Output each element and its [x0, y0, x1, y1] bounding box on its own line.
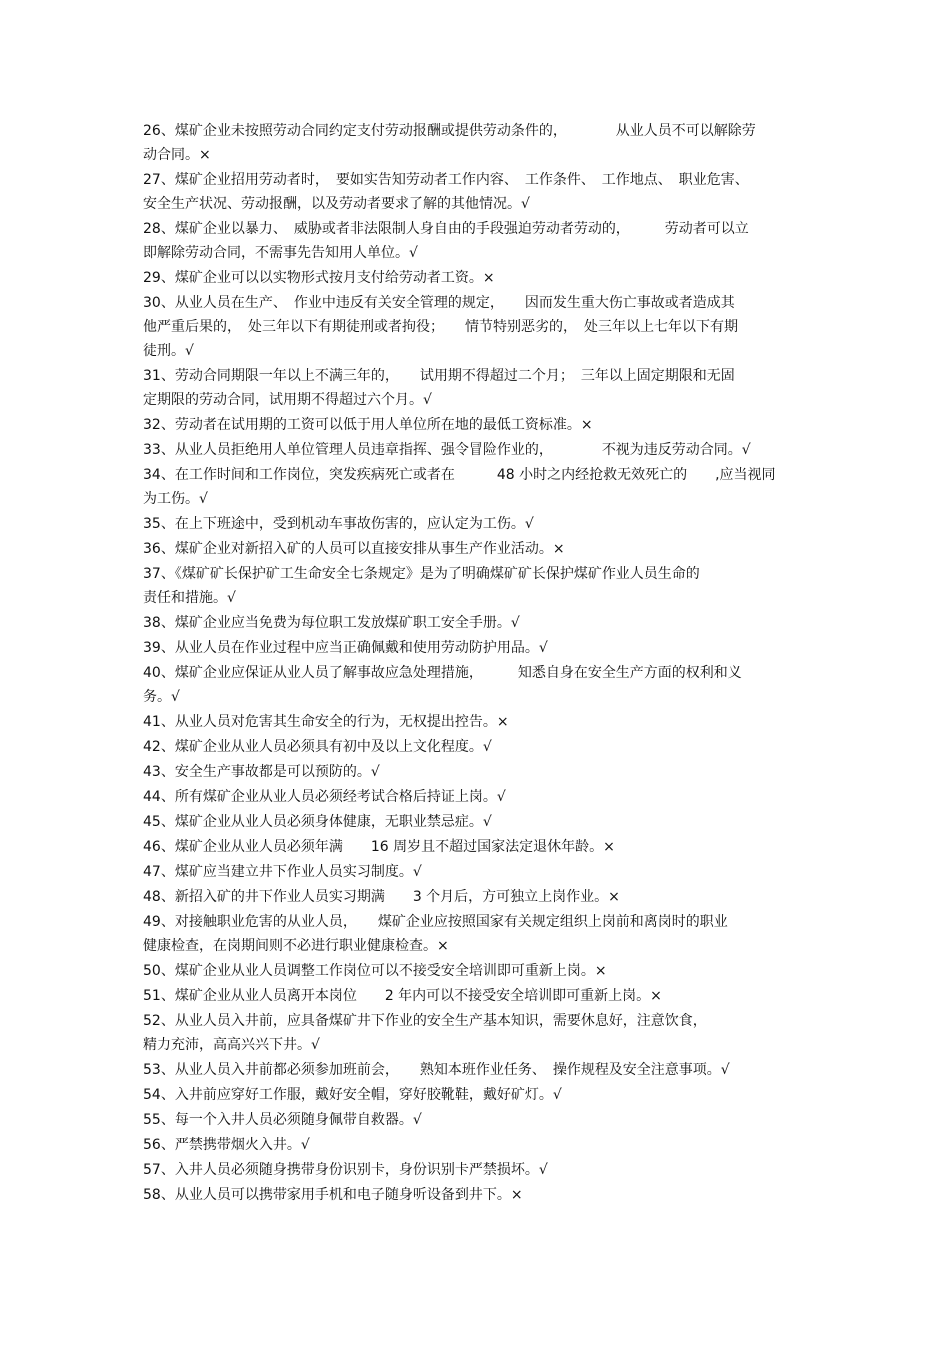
question-text-line: 49、对接触职业危害的从业人员， 煤矿企业应按照国家有关规定组织上岗前和离岗时的职业 — [143, 914, 728, 930]
question-item — [143, 835, 813, 859]
question-text-line: 责任和措施。√ — [143, 590, 236, 606]
question-item — [143, 810, 813, 834]
question-text-line: 54、入井前应穿好工作服，戴好安全帽，穿好胶靴鞋，戴好矿灯。√ — [143, 1087, 562, 1103]
question-text-line: 徒刑。√ — [143, 343, 194, 359]
question-item — [143, 910, 813, 958]
question-item — [143, 217, 813, 265]
question-item — [143, 661, 813, 709]
question-item — [143, 364, 813, 412]
question-item — [143, 562, 813, 610]
question-item — [143, 1183, 813, 1207]
question-item — [143, 1009, 813, 1057]
question-text-line: 57、入井人员必须随身携带身份识别卡，身份识别卡严禁损坏。√ — [143, 1162, 548, 1178]
question-text-line: 51、煤矿企业从业人员离开本岗位 2 年内可以不接受安全培训即可重新上岗。× — [143, 988, 662, 1004]
question-text-line: 48、新招入矿的井下作业人员实习期满 3 个月后，方可独立上岗作业。× — [143, 889, 620, 905]
question-text-line: 34、在工作时间和工作岗位，突发疾病死亡或者在 48 小时之内经抢救无效死亡的 ,应当视同 — [143, 467, 776, 483]
question-text-line: 40、煤矿企业应保证从业人员了解事故应急处理措施， 知悉自身在安全生产方面的权利和义 — [143, 665, 742, 681]
question-text-line: 36、煤矿企业对新招入矿的人员可以直接安排从事生产作业活动。× — [143, 541, 565, 557]
question-text-line: 41、从业人员对危害其生命安全的行为，无权提出控告。× — [143, 714, 509, 730]
question-text-line: 28、煤矿企业以暴力、 威胁或者非法限制人身自由的手段强迫劳动者劳动的， 劳动者可以立 — [143, 221, 749, 237]
question-text-line: 定期限的劳动合同，试用期不得超过六个月。√ — [143, 392, 432, 408]
question-text-line: 55、每一个入井人员必须随身佩带自救器。√ — [143, 1112, 422, 1128]
question-item — [143, 438, 813, 462]
question-text-line: 务。√ — [143, 689, 180, 705]
question-item — [143, 636, 813, 660]
question-text-line: 即解除劳动合同，不需事先告知用人单位。√ — [143, 245, 418, 261]
question-text-line: 27、煤矿企业招用劳动者时， 要如实告知劳动者工作内容、 工作条件、 工作地点、 职业危害、 — [143, 172, 749, 188]
question-text-line: 43、安全生产事故都是可以预防的。√ — [143, 764, 380, 780]
question-item — [143, 119, 813, 167]
question-text-line: 56、严禁携带烟火入井。√ — [143, 1137, 310, 1153]
question-text-line: 47、煤矿应当建立井下作业人员实习制度。√ — [143, 864, 422, 880]
question-text-line: 35、在上下班途中，受到机动车事故伤害的，应认定为工伤。√ — [143, 516, 534, 532]
question-text-line: 安全生产状况、劳动报酬，以及劳动者要求了解的其他情况。√ — [143, 196, 530, 212]
question-text-line: 50、煤矿企业从业人员调整工作岗位可以不接受安全培训即可重新上岗。× — [143, 963, 607, 979]
question-text-line: 29、煤矿企业可以以实物形式按月支付给劳动者工资。× — [143, 270, 495, 286]
question-text-line: 46、煤矿企业从业人员必须年满 16 周岁且不超过国家法定退休年龄。× — [143, 839, 615, 855]
question-text-line: 健康检查，在岗期间则不必进行职业健康检查。× — [143, 938, 449, 954]
question-item — [143, 760, 813, 784]
question-item — [143, 512, 813, 536]
question-text-line: 52、从业人员入井前，应具备煤矿井下作业的安全生产基本知识，需要休息好，注意饮食， — [143, 1013, 707, 1029]
question-item — [143, 413, 813, 437]
question-text-line: 为工伤。√ — [143, 491, 208, 507]
question-text-line: 53、从业人员入井前都必须参加班前会， 熟知本班作业任务、 操作规程及安全注意事项。√ — [143, 1062, 730, 1078]
question-text-line: 32、劳动者在试用期的工资可以低于用人单位所在地的最低工资标准。× — [143, 417, 593, 433]
question-text-line: 他严重后果的， 处三年以下有期徒刑或者拘役； 情节特别恶劣的， 处三年以上七年以下有期 — [143, 319, 738, 335]
question-item — [143, 1083, 813, 1107]
question-text-line: 30、从业人员在生产、 作业中违反有关安全管理的规定， 因而发生重大伤亡事故或者造成其 — [143, 295, 735, 311]
question-item — [143, 1158, 813, 1182]
question-text-line: 58、从业人员可以携带家用手机和电子随身听设备到井下。× — [143, 1187, 523, 1203]
question-text-line: 33、从业人员拒绝用人单位管理人员违章指挥、强令冒险作业的， 不视为违反劳动合同。√ — [143, 442, 751, 458]
question-item — [143, 735, 813, 759]
question-item — [143, 611, 813, 635]
question-item — [143, 1108, 813, 1132]
question-item — [143, 266, 813, 290]
question-item — [143, 1133, 813, 1157]
question-item — [143, 885, 813, 909]
question-text-line: 39、从业人员在作业过程中应当正确佩戴和使用劳动防护用品。√ — [143, 640, 548, 656]
question-text-line: 38、煤矿企业应当免费为每位职工发放煤矿职工安全手册。√ — [143, 615, 520, 631]
question-list — [143, 119, 813, 1208]
question-item — [143, 168, 813, 216]
question-item — [143, 785, 813, 809]
question-item — [143, 537, 813, 561]
question-item — [143, 291, 813, 363]
question-text-line: 26、煤矿企业未按照劳动合同约定支付劳动报酬或提供劳动条件的， 从业人员不可以解除劳 — [143, 123, 756, 139]
question-item — [143, 463, 813, 511]
question-text-line: 动合同。× — [143, 147, 211, 163]
question-text-line: 44、所有煤矿企业从业人员必须经考试合格后持证上岗。√ — [143, 789, 506, 805]
question-item — [143, 1058, 813, 1082]
question-text-line: 精力充沛，高高兴兴下井。√ — [143, 1037, 320, 1053]
question-item — [143, 860, 813, 884]
question-item — [143, 959, 813, 983]
question-text-line: 42、煤矿企业从业人员必须具有初中及以上文化程度。√ — [143, 739, 492, 755]
question-item — [143, 984, 813, 1008]
question-text-line: 45、煤矿企业从业人员必须身体健康，无职业禁忌症。√ — [143, 814, 492, 830]
question-text-line: 37、《煤矿矿长保护矿工生命安全七条规定》是为了明确煤矿矿长保护煤矿作业人员生命的 — [143, 566, 700, 582]
question-text-line: 31、劳动合同期限一年以上不满三年的， 试用期不得超过二个月； 三年以上固定期限和无固 — [143, 368, 735, 384]
question-item — [143, 710, 813, 734]
